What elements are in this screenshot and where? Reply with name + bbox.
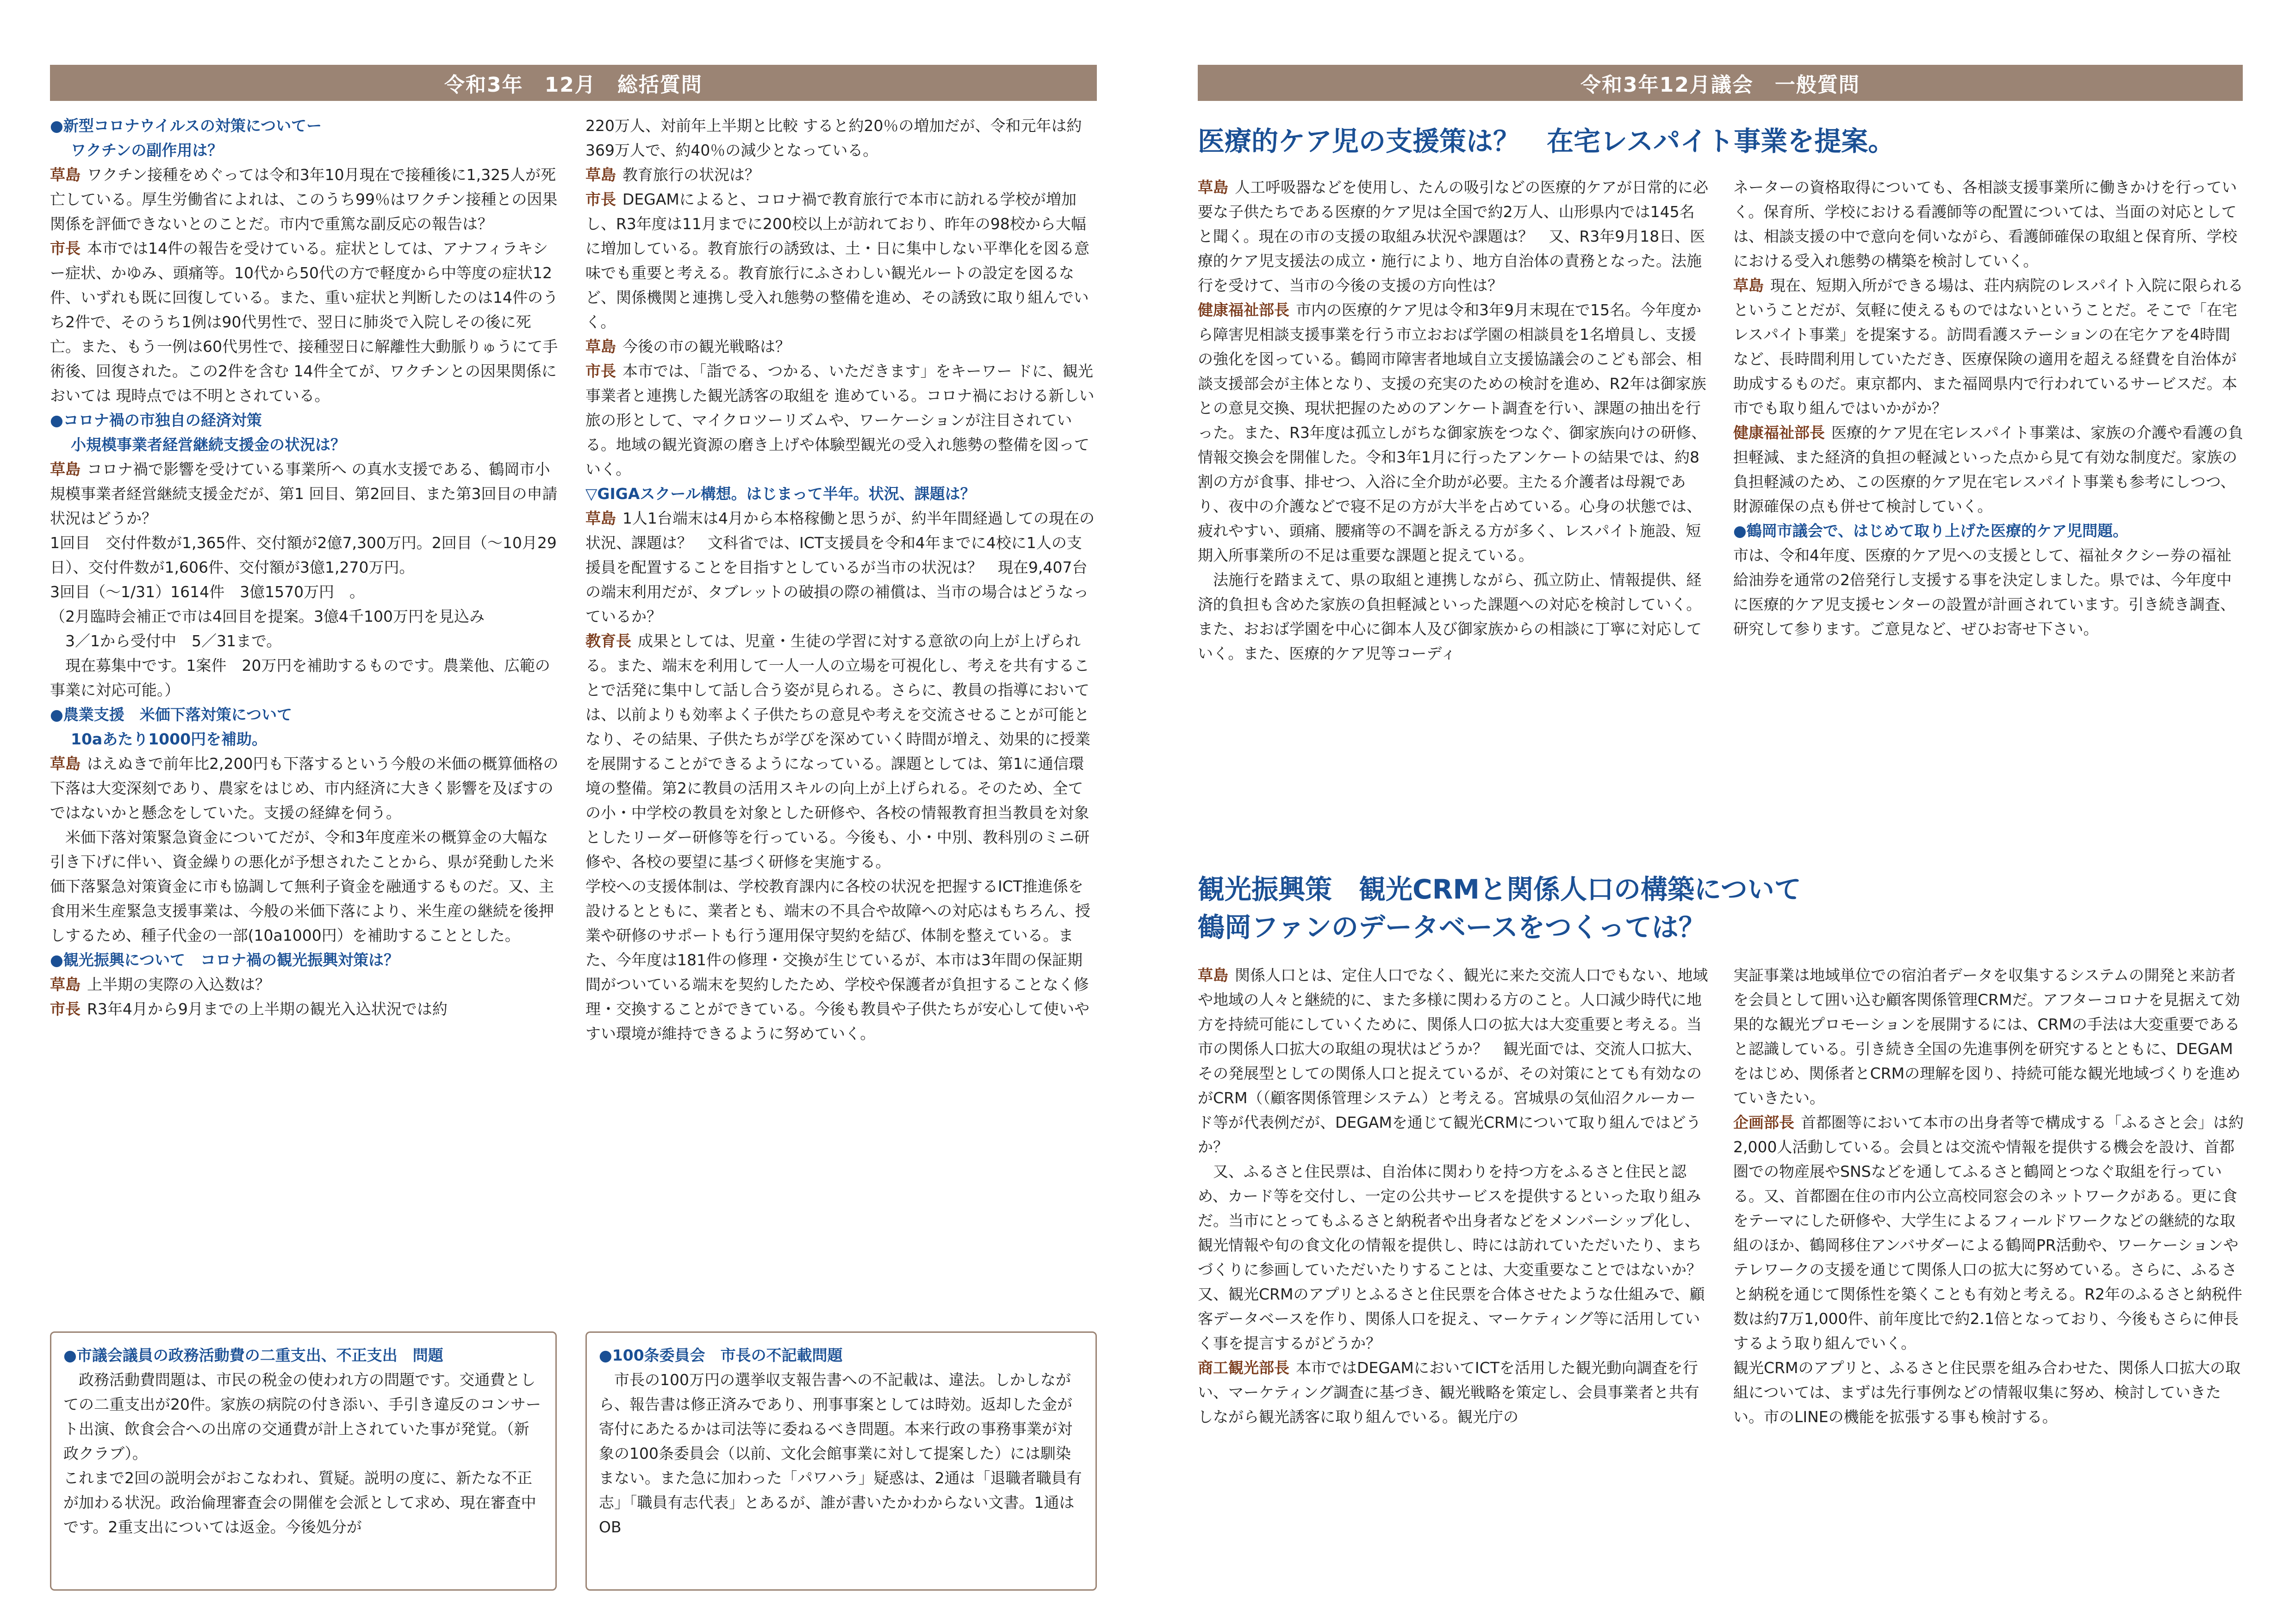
- c2-mayor-1: [585, 187, 1097, 334]
- speaker-planning-chief: 企画部長: [1733, 1113, 1794, 1131]
- q4-answer-text: R3年4月から9月までの上半期の観光入込状況では約: [87, 1000, 448, 1018]
- speaker-kusajima: 草島: [50, 975, 81, 993]
- headline-tourism-crm-line-2: 鶴岡ファンのデータベースをつくっては？: [1198, 912, 1705, 943]
- speaker-welfare-chief: 健康福祉部長: [1198, 301, 1289, 319]
- c4-kusajima: [1733, 273, 2245, 420]
- q3-question-text: はえぬきで前年比2,200円も下落するという今般の米価の概算価格の下落は大変深刻であり、農家をはじめ、市内経済に大きく影響を及ぼすのではないかと懸念をしていた。支援の経緯を伺う。: [50, 755, 559, 822]
- speaker-kusajima: 草島: [585, 337, 616, 356]
- speaker-education-chief: 教育長: [585, 632, 631, 650]
- giga-question: 1人1台端末は4月から本格稼働と思うが、約半年間経過しての現在の状況、課題は？ 文科省では、ICT支援員を令和4年までに4校に1人の支援員を配置することを目指すとしているが当市の状況は？ 現在9,407台の端末利用だが、タブレットの破損の際の補償は、当市の場合はどうなっているか？: [585, 509, 1095, 625]
- left-page-header: [50, 65, 1097, 101]
- speaker-kusajima: 草島: [1198, 178, 1228, 196]
- right-column-5: [1198, 963, 1717, 1429]
- q2-question-text: コロナ禍で影響を受けている事業所へ の真水支援である、鶴岡市小規模事業者経営継続支援金だが、第1 回目、第2回目、また第3回目の申請状況はどうか？: [50, 460, 558, 527]
- speaker-mayor: 市長: [50, 1000, 81, 1018]
- crm-question-2: 又、ふるさと住民票は、自治体に関わりを持つ方をふるさと住民と認め、カード等を交付し、一定の公共サービスを提供するといった取り組みだ。当市にとってもふるさと納税者や出身者などをメンバーシップ化し、観光情報や旬の食文化の情報を提供し、時には訪れていただいたり、まちづくりに参画していただいたりすることは、大変重要なことではないか？ 又、観光CRMのアプリとふるさと住民票を合体させたような仕組みで、顧客データベースを作り、関係人口を捉え、マーケティング等に活用していく事を提言するがどうか？: [1198, 1162, 1717, 1352]
- c3-welfare-chief: [1198, 298, 1709, 568]
- left-column-1: [50, 113, 561, 1021]
- q1-kusajima: [50, 162, 561, 236]
- speaker-mayor: 市長: [585, 190, 616, 208]
- giga-title: ▽GIGAスクール構想。はじまって半年。状況、課題は？: [585, 485, 976, 503]
- speaker-mayor: 市長: [585, 362, 616, 380]
- speaker-kusajima: 草島: [50, 755, 81, 773]
- speaker-kusajima: 草島: [50, 166, 81, 184]
- speaker-kusajima: 草島: [50, 460, 81, 478]
- q2-title-b: 小規模事業者経営継続支援金の状況は？: [71, 436, 346, 454]
- q1-title-a: ●新型コロナウイルスの対策についてー: [50, 117, 322, 135]
- speaker-kusajima: 草島: [1733, 276, 1764, 294]
- c5-kusajima: [1198, 963, 1709, 1159]
- q2-line-3: （2月臨時会補正で市は4回目を提案。3億4千100万円を見込み: [50, 607, 485, 625]
- expense-issue-box: [50, 1331, 557, 1591]
- c2-kusajima-3: [585, 506, 1097, 629]
- q3-kusajima: [50, 751, 561, 825]
- c2-kusajima-2: [585, 334, 1097, 359]
- q2-line-4: 3／1から受付中 5／31まで。: [65, 632, 282, 650]
- edu-travel-question: 教育旅行の状況は？: [622, 166, 760, 184]
- q1-title-b: ワクチンの副作用は？: [71, 141, 223, 159]
- c2-kusajima-1: [585, 162, 1097, 187]
- article100-text: 市長の100万円の選挙収支報告書への不記載は、違法。しかしながら、報告書は修正済みであり、刑事事案としては時効。返却した金が寄付にあたるかは司法等に委ねるべき問題。本来行政の事務事業が対象の100条委員会（以前、文化会館事業に対して提案した）には馴染まない。また急に加わった「パワハラ」疑惑は、2通は「退職者職員有志」「職員有志代表」とあるが、誰が書いたかわからない文書。1通はOB: [599, 1371, 1082, 1536]
- article100-title: ●100条委員会 市長の不記載問題: [599, 1346, 843, 1364]
- expense-issue-text-2: これまで2回の説明会がおこなわれ、質疑。説明の度に、新たな不正が加わる状況。政治倫理審査会の開催を会派として求め、現在審査中です。2重支出については返金。今後処分が: [63, 1469, 536, 1536]
- q3-title-a: ●農業支援 米価下落対策について: [50, 706, 292, 724]
- speaker-kusajima: 草島: [585, 509, 616, 527]
- crm-conclusion: 観光CRMのアプリと、ふるさと住民票を組み合わせた、関係人口拡大の取組については、まずは先行事例などの情報収集に努め、検討していきたい。市のLINEの機能を拡張する事も検討する。: [1733, 1359, 2241, 1426]
- headline-tourism-crm-line-1: 観光振興策 観光CRMと関係人口の構築について: [1198, 874, 1801, 905]
- tourism-strategy-question: 今後の市の観光戦略は？: [622, 337, 790, 356]
- medical-care-answer: 市内の医療的ケア児は令和3年9月末現在で15名。今年度から障害児相談支援事業を行う市立おおば学園の相談員を1名増員し、支援の強化を図っている。鶴岡市障害者地域自立支援協議会のこども部会、相談支援部会が主体となり、支援の充実のための検討を進め、R2年は御家族との意見交換、現状把握のためのアンケート調査を行い、課題の抽出を行った。また、R3年度は孤立しがちな御家族をつなぐ、御家族向けの研修、情報交換会を開催した。令和3年1月に行ったアンケートの結果では、約8割の方が食事、排せつ、入浴に全介助が必要。主たる介護者は母親であり、夜中の介護などで寝不足の方が大半を占めている。心身の状態では、疲れやすい、頭痛、腰痛等の不調を訴える方が多く、レスパイト施設、短期入所事業所の不足は重要な課題と捉えている。: [1198, 301, 1707, 564]
- q1-answer-text: 本市では14件の報告を受けている。症状としては、アナフィラキシー症状、かゆみ、頭痛等。10代から50代の方で軽度から中等度の症状12件、いずれも既に回復している。また、重い症状と判断したのは14件のうち2件で、そのうち1例は90代男性で、翌日に肺炎で入院しその後に死亡。また、もう一例は60代男性で、接種翌日に解離性大動脈りゅうにて手術後、回復された。この2件を含む 14件全てが、ワクチンとの因果関係においては 現時点では不明とされている。: [50, 239, 558, 405]
- giga-answer: 成果としては、児童・生徒の学習に対する意欲の向上が上げられる。また、端末を利用して一人一人の立場を可視化し、考えを共有することで活発に集中して話し合う姿が見られる。さらに、教員の指導においては、以前よりも効率よく子供たちの意見や考えを交流させることが可能となり、その結果、子供たちが学びを深めていく時間が増え、効果的に授業を展開することができるようになっている。課題としては、第1に通信環境の整備。第2に教員の活用スキルの向上が上げられる。そのため、全ての小・中学校の教員を対象とした研修や、各校の情報教育担当教員を対象としたリーダー研修等を行っている。今後も、小・中別、教科別のミニ研修や、各校の要望に基づく研修を実施する。: [585, 632, 1090, 871]
- c2-education-chief: [585, 629, 1097, 874]
- q3-answer-text: 米価下落対策緊急資金についてだが、令和3年度産米の概算金の大幅な引き下げに伴い、資金繰りの悪化が予想されたことから、県が発動した米価下落緊急対策資金に市も協調して無利子資金を融通するものだ。又、主食用米生産緊急支援事業は、今般の米価下落により、米生産の継続を後押しするため、種子代金の一部(10a1000円）を補助することとした。: [50, 828, 554, 944]
- q4-title: ●観光振興について コロナ禍の観光振興対策は？: [50, 951, 399, 969]
- c6-planning-chief: [1733, 1110, 2245, 1355]
- left-header-title: 令和3年 12月 総括質問: [444, 73, 703, 97]
- article100-box: [585, 1331, 1097, 1591]
- c2-mayor-2: [585, 359, 1097, 481]
- relationship-population-answer: 首都圏等において本市の出身者等で構成する「ふるさと会」は約2,000人活動している。会員とは交流や情報を提供する機会を設け、首都圏での物産展やSNSなどを通してふるさと鶴岡とつなぐ取組を行っている。又、首都圏在住の市内公立高校同窓会のネットワークがある。更に食をテーマにした研修や、大学生によるフィールドワークなどの継続的な取組のほか、鶴岡移住アンバサダーによる鶴岡PR活動や、ワーケーションやテレワークの支援を通じて関係人口の拡大に努めている。さらに、ふるさと納税を通じて関係性を築くことも有効と考える。R2年のふるさと納税件数は約7万1,000件、前年度比で約2.1倍となっており、今後もさらに伸長するよう取り組んでいく。: [1733, 1113, 2244, 1352]
- medical-care-summary: 市は、令和4年度、医療的ケア児への支援として、福祉タクシー券の福祉給油券を通常の2倍発行し支援する事を決定しました。県では、今年度中に医療的ケア児支援センターの設置が計画されています。引き続き調査、研究して参ります。ご意見など、ぜひお寄せ下さい。: [1733, 546, 2236, 638]
- speaker-mayor: 市長: [50, 239, 81, 257]
- q2-line-5: 現在募集中です。1案件 20万円を補助するものです。農業他、広範の事業に対応可能。）: [50, 656, 550, 699]
- q2-kusajima: [50, 457, 561, 531]
- q3-title-b: 10aあたり1000円を補助。: [71, 730, 268, 748]
- q4-mayor: [50, 997, 561, 1021]
- q1-question-text: ワクチン接種をめぐっては令和3年10月現在で接種後に1,325人が死亡している。厚生労働省によれは、このうち99％はワクチン接種との因果関係を評価できないとのことだ。市内で重篤な副反応の報告は？: [50, 166, 558, 233]
- medical-care-question: 人工呼吸器などを使用し、たんの吸引などの医療的ケアが日常的に必要な子供たちである医療的ケア児は全国で約2万人、山形県内では145名と聞く。現在の市の支援の取組み状況や課題は？ 又、R3年9月18日、医療的ケア児支援法の成立・施行により、地方自治体の責務となった。法施行を受けて、当市の今後の支援の方向性は？: [1198, 178, 1708, 294]
- c4-welfare-chief: [1733, 420, 2245, 518]
- expense-issue-title: ●市議会議員の政務活動費の二重支出、不正支出 問題: [63, 1346, 443, 1364]
- right-column-6: [1733, 963, 2245, 1429]
- c5-commerce-chief: [1198, 1355, 1709, 1429]
- medical-care-answer-2: 法施行を踏まえて、県の取組と連携しながら、孤立防止、情報提供、経済的負担も含めた家族の負担軽減といった課題への対応を検討していく。また、おおば学園を中心に御本人及び御家族からの相談に丁寧に対応していく。また、医療的ケア児等コーディ: [1198, 571, 1702, 662]
- right-column-4: [1733, 175, 2245, 641]
- respite-answer: 医療的ケア児在宅レスパイト事業は、家族の介護や看護の負担軽減、また経済的負担の軽減といった点から見て有効な制度だ。家族の負担軽減のため、この医療的ケア児在宅レスパイト事業も参考にしつつ、財源確保の点も併せて検討していく。: [1733, 424, 2244, 515]
- q4-kusajima: [50, 972, 561, 997]
- q1-mayor: [50, 236, 561, 408]
- giga-answer-2: 学校への支援体制は、学校教育課内に各校の状況を把握するICT推進係を設けるとともに、業者とも、端末の不具合や故障への対応はもちろん、授業や研修のサポートも行う運用保守契約を結び、体制を整えている。また、今年度は181件の修理・交換が生じているが、本市は3年間の保証期間がついている端末を契約したため、学校や保護者が負担することなく修理・交換することができている。今後も教員や子供たちが安心して使いやすい環境が維持できるように努めていく。: [585, 877, 1090, 1043]
- speaker-commerce-tourism-chief: 商工観光部長: [1198, 1359, 1289, 1377]
- q4-question-text: 上半期の実際の入込数は？: [87, 975, 270, 993]
- right-header-title: 令和3年12月議会 一般質問: [1580, 73, 1860, 97]
- right-column-3: [1198, 175, 1709, 666]
- q2-line-1: 1回目 交付件数が1,365件、交付額が2億7,300万円。2回目（〜10月29日）、交付件数が1,606件、交付額が3億1,270万円。: [50, 534, 557, 576]
- speaker-kusajima: 草島: [1198, 966, 1228, 984]
- edu-travel-answer: DEGAMによると、コロナ禍で教育旅行で本市に訪れる学校が増加し、R3年度は11月までに200校以上が訪れており、昨年の98校から大幅に増加している。教育旅行の誘致は、土・日に集中しない平準化を図る意味でも重要と考える。教育旅行にふさわしい観光ルートの設定を図るなど、関係機関と連携し受入れ態勢の整備を進め、その誘致に取り組んでいく。: [585, 190, 1089, 331]
- medical-care-subhead: ●鶴岡市議会で、はじめて取り上げた医療的ケア児問題。: [1733, 522, 2128, 540]
- right-page-header: [1198, 65, 2243, 101]
- c2-continued-text: 220万人、対前年上半期と比較 すると約20％の増加だが、令和元年は約369万人で、約40％の減少となっている。: [585, 117, 1082, 159]
- expense-issue-text-1: 政務活動費問題は、市民の税金の使われ方の問題です。交通費としての二重支出が20件。家族の病院の付き添い、手引き違反のコンサート出演、飲食会合への出席の交通費が計上されていた事が発覚。（新政クラブ）。: [63, 1371, 541, 1462]
- left-column-2: [585, 113, 1097, 1046]
- crm-question: 関係人口とは、定住人口でなく、観光に来た交流人口でもない、地域や地域の人々と継続的に、また多様に関わる方のこと。人口減少時代に地方を持続可能にしていくために、関係人口の拡大は大変重要と考える。当市の関係人口拡大の取組の現状はどうか？ 観光面では、交流人口拡大、その発展型としての関係人口と捉えているが、その対策にとても有効なのがCRM（（顧客関係管理システム）と考える。宮城県の気仙沼クルーカード等が代表例だが、DEGAMを通じて観光CRMについて取り組んではどうか？: [1198, 966, 1708, 1156]
- q2-line-2: 3回目（〜1/31）1614件 3億1570万円 。: [50, 583, 365, 601]
- tourism-strategy-answer: 本市では、「詣でる、つかる、いただきます」をキーワー ドに、観光事業者と連携した観光誘客の取組を 進めている。コロナ禍における新しい旅の形として、マイクロツーリズムや、ワーケーションが注目されている。地域の観光資源の磨き上げや体験型観光の受入れ態勢の整備を図っていく。: [585, 362, 1095, 478]
- c6-continued-text: 実証事業は地域単位での宿泊者データを収集するシステムの開発と来訪者を会員として囲い込む顧客関係管理CRMだ。アフターコロナを見据えて効果的な観光プロモーションを展開するには、CRMの手法は大変重要であると認識している。引き続き全国の先進事例を研究するとともに、DEGAMをはじめ、関係者とCRMの理解を図り、持続可能な観光地域づくりを進めていきたい。: [1733, 966, 2241, 1107]
- respite-proposal: 現在、短期入所ができる場は、荘内病院のレスパイト入院に限られるということだが、気軽に使えるものではないということだ。そこで「在宅レスパイト事業」を提案する。訪問看護ステーションの在宅ケアを4時間など、長時間利用していただき、医療保険の適用を超える経費を自治体が助成するものだ。東京都内、また福岡県内で行われているサービスだ。本市でも取り組んではいかがか？: [1733, 276, 2244, 417]
- speaker-kusajima: 草島: [585, 166, 616, 184]
- crm-answer: 本市ではDEGAMにおいてICTを活用した観光動向調査を行い、マーケティング調査に基づき、観光戦略を策定し、会員事業者と共有しながら観光誘客に取り組んでいる。観光庁の: [1198, 1359, 1699, 1426]
- c4-continued-text: ネーターの資格取得についても、各相談支援事業所に働きかけを行っていく。保育所、学校における看護師等の配置については、当面の対応としては、相談支援の中で意向を伺いながら、看護師確保の取組と保育所、学校における受入れ態勢の構築を検討していく。: [1733, 178, 2237, 270]
- c3-kusajima: [1198, 175, 1709, 298]
- headline-medical-care: 医療的ケア児の支援策は？ 在宅レスパイト事業を提案。: [1198, 125, 1895, 157]
- q2-title-a: ●コロナ禍の市独自の経済対策: [50, 411, 262, 429]
- speaker-welfare-chief: 健康福祉部長: [1733, 424, 1825, 442]
- headline-tourism-crm: [1198, 870, 2244, 946]
